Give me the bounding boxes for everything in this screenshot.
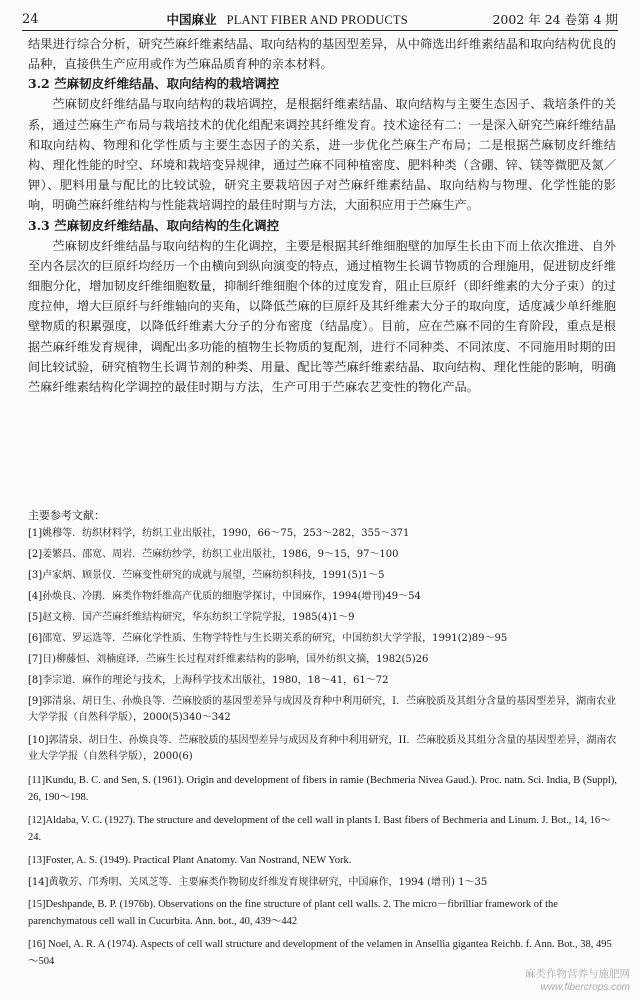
reference-item: [5]赵文榜．国产苎麻纤维结构研究，华东纺织工学院学报，1985(4)1～9	[28, 612, 355, 623]
section-3-2-paragraph: 苎麻韧皮纤维结晶与取向结构的栽培调控，是根据纤维素结晶、取向结构与主要生态因子、栽培条件的关系，通过苎麻生产布局与栽培技术的优化组配来调控其纤维发育。技术途径有二：一是深入研究苎麻纤维结晶和取向结构、物理和化学性质与主要生态因子的关系，进一步优化苎麻生产布局；二是根据苎麻韧皮纤维结构、理化性能的时空、环境和栽培变异规律，通过苎麻不同种植密度、肥料种类（含硼、锌、镁等微肥及氮／钾）、肥料用量与配比的比较试验，研究主要栽培因子对苎麻纤维素结晶、取向结构与物理、化学性能的影响，明确苎麻纤维结构与性能栽培调控的最佳时期与方法，大面积应用于苎麻生产。	[28, 97, 616, 213]
reference-item: [13]Foster, A. S. (1949). Practical Plant Anatomy. Van Nostrand, NEW York.	[28, 855, 352, 866]
issue-info: 2002 年 24 卷第 4 期	[492, 12, 618, 27]
journal-title-cn: 中国麻业	[166, 12, 217, 27]
section-3-3-heading: 3.3 苎麻韧皮纤维结晶、取向结构的生化调控	[28, 217, 280, 233]
running-header	[22, 8, 618, 31]
reference-item: [2]姜繁昌、邵宽、周岩．苎麻纺纱学，纺织工业出版社，1986，9～15，97～100	[28, 549, 399, 560]
section-3-3-paragraph: 苎麻韧皮纤维结晶与取向结构的生化调控，主要是根据其纤维细胞壁的加厚生长由下而上依次推进、自外至内各层次的巨原纤均经历一个由横向到纵向演变的特点，通过植物生长调节物质的合理施用，促进韧皮纤维细胞分化，增加韧皮纤维细胞数量，抑制纤维细胞个体的过度发育，阻止巨原纤（即纤维素的大分子束）的过度拉伸，增大巨原纤与纤维轴向的夹角，以降低苎麻的巨原纤及其纤维素大分子的取向度，适度减少单纤维胞壁物质的积累强度，以降低纤维素大分子的分布密度（结晶度）。目前，应在苎麻不同的生育阶段，重点是根据苎麻纤维发育规律，调配出多功能的植物生长物质的复配剂，进行不同种类、不同浓度、不同施用时期的田间比较试验，研究植物生长调节剂的种类、用量、配比等苎麻纤维素结晶、取向结构、理化性能的影响，明确苎麻纤维素结构化学调控的最佳时期与方法，生产可用于苎麻农艺变性的物化产品。	[28, 238, 616, 395]
reference-item: [14]黄敬芳、邝秀明、关凤芝等．主要麻类作物韧皮纤维发育规律研究，中国麻作，1994 (增刊) 1～35	[28, 877, 488, 888]
reference-item: [16] Noel, A. R. A (1974). Aspects of cell wall structure and development of the velamen in Ansellia gigantea Reichb. f. Ann. Bot., 38, 495～504	[28, 939, 612, 967]
reference-item: [6]邵宽、罗运选等．苎麻化学性质、生物学特性与生长期关系的研究，中国纺织大学学报，1991(2)89～95	[28, 633, 508, 644]
section-3-2-heading: 3.2 苎麻韧皮纤维结晶、取向结构的栽培调控	[28, 76, 280, 92]
reference-item: [8]李宗道．麻作的理论与技术，上海科学技术出版社，1980，18～41，61～72	[28, 675, 389, 686]
body-text	[28, 34, 616, 397]
reference-item: [3]卢家炳、顾景仪．苎麻变性研究的成就与展望，苎麻纺织科技，1991(5)1～5	[28, 570, 385, 581]
watermark-cn: 麻类作物营养与施肥网	[525, 968, 630, 980]
journal-title	[167, 10, 408, 28]
intro-paragraph: 结果进行综合分析，研究苎麻纤维素结晶、取向结构的基因型差异，从中筛选出纤维素结晶和取向结构优良的品种，直接供生产应用或作为苎麻品质育种的亲本材料。	[28, 37, 616, 72]
reference-item: [10]郭清泉、胡日生、孙焕良等．苎麻胶质的基因型差异与成因及育种中利用研究，II．苎麻胶质及其组分含量的基因型差异，湖南农业大学学报（自然科学版），2000(6)	[28, 735, 617, 762]
references	[28, 508, 618, 976]
journal-title-en: PLANT FIBER AND PRODUCTS	[226, 13, 408, 27]
watermark-url: www.fibercrops.com	[540, 982, 630, 993]
reference-item: [12]Aldaba, V. C. (1927). The structure and development of the cell wall in plants I. Bast fibers of Bechmeria and Linum. J. Bot., 14, 16～24.	[28, 815, 611, 843]
reference-item: [11]Kundu, B. C. and Sen, S. (1961). Origin and development of fibers in ramie (Bechmeria Nivea Gaud.). Proc. natn. Sci. India, B (Suppl), 26, 190～198.	[28, 775, 617, 803]
page-number: 24	[22, 11, 39, 27]
site-watermark	[525, 968, 630, 994]
references-title: 主要参考文献：	[28, 509, 105, 522]
reference-item: [7]日)柳藤恒、刘楠庭译．苎麻生长过程对纤维素结构的影响，国外纺织文摘，1982(5)26	[28, 654, 429, 665]
reference-item: [1]姚穆等．纺织材料学，纺织工业出版社，1990，66～75，253～282，355～371	[28, 528, 410, 539]
reference-item: [9]郭清泉、胡日生、孙焕良等．苎麻胶质的基因型差异与成因及育种中利用研究，I．苎麻胶质及其组分含量的基因型差异，湖南农业大学学报（自然科学版），2000(5)340～342	[28, 696, 617, 723]
reference-item: [15]Deshpande, B. P. (1976b). Observations on the fine structure of plant cell walls. 2. The micro－fibrilliar framework of the parenchymatous cell wall in Cucurbita. Ann. bot., 40, 439～442	[28, 899, 558, 927]
reference-item: [4]孙焕良、冷鹃．麻类作物纤维高产优质的细胞学探讨，中国麻作，1994(增刊)49～54	[28, 591, 421, 602]
